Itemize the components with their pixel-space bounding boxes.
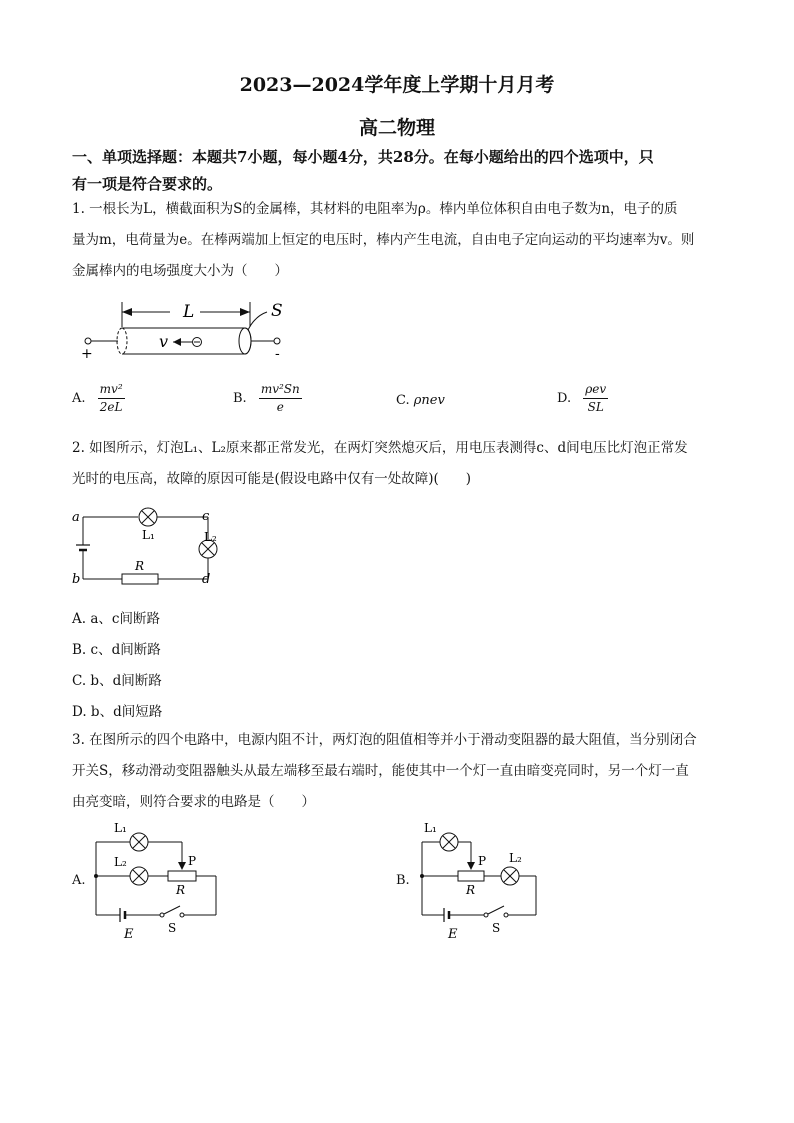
q1-option-d-label: D.	[557, 391, 572, 406]
q3-circuit-b	[414, 818, 549, 943]
q2-option-a[interactable]: A. a、c间断路	[72, 611, 160, 627]
q2-option-c[interactable]: C. b、d间断路	[72, 673, 162, 689]
q1-option-b-numerator: mv²Sn	[259, 381, 302, 399]
q2-fig-b: b	[72, 572, 81, 587]
q1-option-a[interactable]	[72, 381, 125, 416]
q2-line1: 2. 如图所示，灯泡L₁、L₂原来都正常发光，在两灯突然熄灭后，用电压表测得c、d间电压比灯泡正常发	[72, 440, 688, 456]
section-heading	[72, 144, 732, 198]
q3b-fig-L1: L₁	[424, 821, 437, 835]
q2-fig-d: d	[202, 572, 211, 587]
q3b-fig-P: P	[478, 854, 487, 868]
q2-fig-c: c	[202, 509, 210, 524]
q3a-fig-L1: L₁	[114, 821, 127, 835]
q3b-fig-R: R	[466, 883, 476, 897]
question-3-stem	[72, 725, 726, 818]
q1-fig-L: L	[183, 302, 195, 322]
q1-line2: 量为m，电荷量为e。在棒两端加上恒定的电压时，棒内产生电流，自由电子定向运动的平均速率为v。则	[72, 232, 695, 248]
page-title: 2023—2024学年度上学期十月月考	[239, 74, 555, 96]
q1-option-a-label: A.	[72, 391, 86, 406]
q1-fig-plus: +	[81, 346, 93, 362]
q2-fig-R: R	[135, 559, 145, 573]
q1-option-c[interactable]	[396, 393, 445, 408]
q3a-fig-P: P	[188, 854, 197, 868]
q1-fig-v: v	[159, 332, 169, 351]
q2-option-d[interactable]: D. b、d间短路	[72, 704, 163, 720]
q2-fig-L2: L₂	[204, 530, 217, 544]
q1-option-b[interactable]	[233, 381, 302, 416]
q3-option-b-label[interactable]: B.	[396, 873, 410, 888]
section-heading-line2: 有一项是符合要求的。	[72, 175, 223, 193]
q1-option-b-denominator: e	[276, 400, 284, 414]
q1-option-d[interactable]	[557, 381, 608, 416]
q3-line3: 由亮变暗，则符合要求的电路是（ ）	[72, 794, 315, 810]
section-heading-line1: 一、单项选择题：本题共7小题，每小题4分，共28分。在每小题给出的四个选项中，只	[72, 148, 654, 166]
q2-line2: 光时的电压高，故障的原因可能是(假设电路中仅有一处故障)( )	[72, 471, 472, 487]
q3b-fig-S: S	[492, 921, 501, 935]
q3b-fig-E: E	[448, 927, 458, 942]
q3-line1: 3. 在图所示的四个电路中，电源内阻不计，两灯泡的阻值相等并小于滑动变阻器的最大阻值，当分别闭合	[72, 732, 697, 748]
q3a-fig-E: E	[124, 927, 134, 942]
q1-option-c-text: ρnev	[413, 393, 445, 408]
q1-option-a-denominator: 2eL	[99, 400, 123, 414]
page-subtitle: 高二物理	[358, 117, 435, 139]
question-2-stem	[72, 433, 726, 495]
q1-line1: 1. 一根长为L，横截面积为S的金属棒，其材料的电阻率为ρ。棒内单位体积自由电子数为n，电子的质	[72, 201, 678, 217]
q1-option-a-numerator: mv²	[98, 381, 125, 399]
q1-line3: 金属棒内的电场强度大小为（ ）	[72, 263, 288, 279]
q1-metal-rod-figure	[75, 292, 300, 367]
q2-fig-L1: L₁	[142, 528, 155, 542]
q1-option-d-numerator: ρev	[583, 381, 608, 399]
q2-option-b[interactable]: B. c、d间断路	[72, 642, 161, 658]
q3-option-a-label[interactable]: A.	[72, 873, 86, 888]
q3a-fig-S: S	[168, 921, 177, 935]
q3a-fig-L2: L₂	[114, 855, 127, 869]
q1-fig-minus: -	[275, 346, 280, 362]
question-1-stem	[72, 194, 726, 287]
q3-circuit-a	[90, 818, 225, 943]
q1-option-b-label: B.	[233, 391, 247, 406]
q1-option-d-denominator: SL	[587, 400, 604, 414]
q1-option-c-label: C.	[396, 393, 410, 408]
q2-circuit-figure	[68, 503, 228, 588]
q3b-fig-L2: L₂	[509, 851, 522, 865]
q3a-fig-R: R	[176, 883, 186, 897]
q2-fig-a: a	[72, 510, 80, 525]
q3-line2: 开关S，移动滑动变阻器触头从最左端移至最右端时，能使其中一个灯一直由暗变亮同时，另一个灯一直	[72, 763, 689, 779]
q1-fig-S: S	[271, 301, 283, 321]
